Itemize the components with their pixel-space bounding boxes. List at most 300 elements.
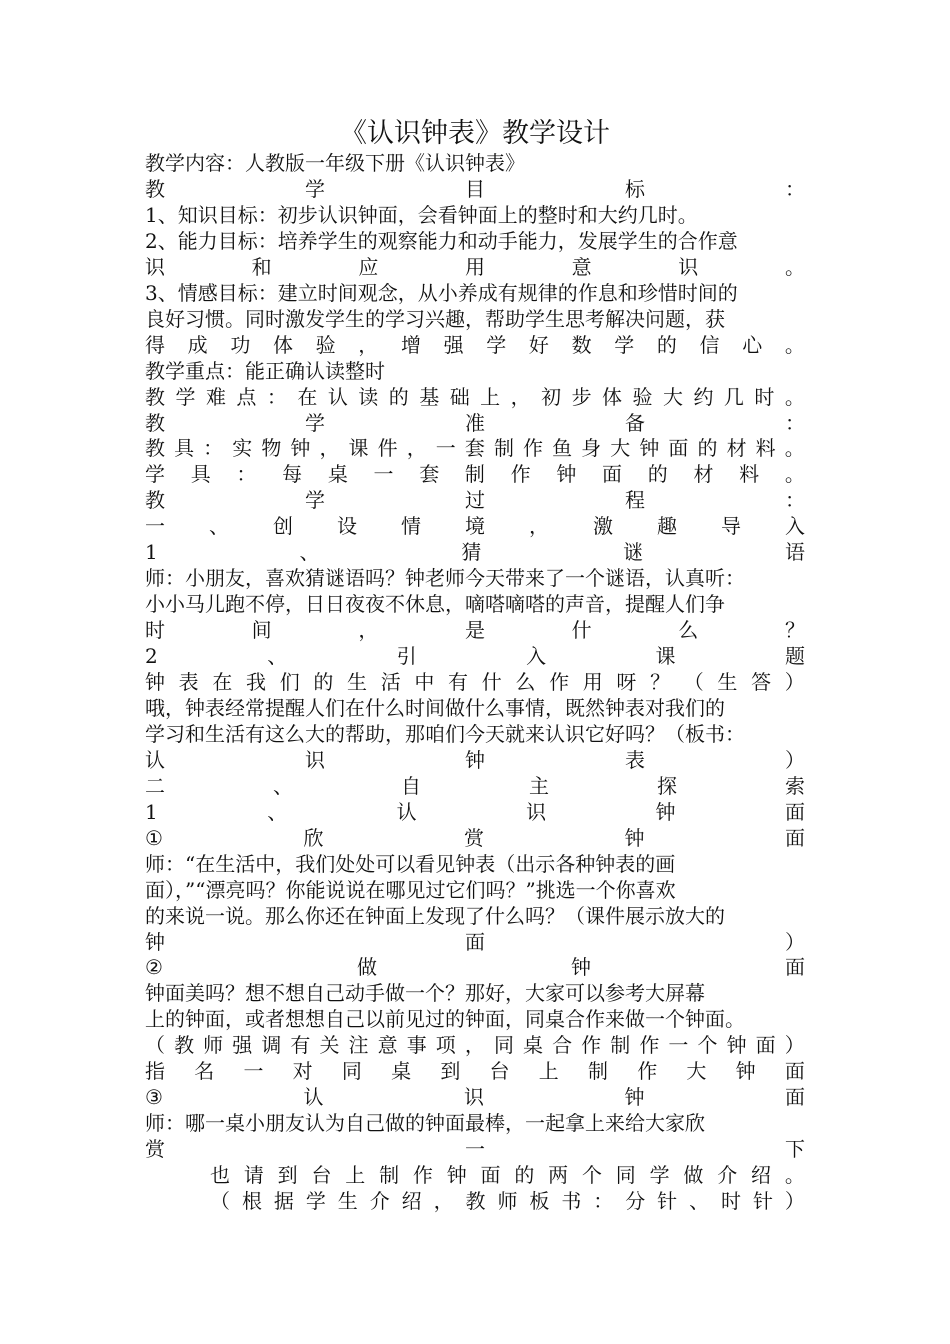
justified-char: 根 bbox=[241, 1189, 262, 1213]
justified-char: 两 bbox=[548, 1163, 569, 1188]
justified-char: 作 bbox=[412, 1163, 433, 1188]
justified-char: 、 bbox=[267, 799, 288, 824]
justified-char: 认 bbox=[327, 384, 348, 409]
justified-char: 的 bbox=[656, 332, 677, 357]
justified-char: 学 bbox=[305, 1189, 326, 1213]
justified-char: 面 bbox=[784, 1059, 805, 1084]
justified-char: 也 bbox=[210, 1163, 230, 1188]
justified-char: 针 bbox=[752, 1189, 773, 1213]
justified-char: 有 bbox=[448, 670, 469, 694]
justified-char: 作 bbox=[637, 1059, 658, 1084]
justified-char: 境 bbox=[465, 514, 485, 539]
justified-char: 表 bbox=[625, 747, 645, 772]
justified-char: 上 bbox=[345, 1163, 366, 1188]
justified-char: 物 bbox=[261, 436, 282, 461]
justified-char: 面 bbox=[785, 1085, 805, 1110]
justified-char: 教 bbox=[465, 1189, 486, 1213]
justified-char: 基 bbox=[419, 384, 440, 409]
text-line bbox=[145, 1084, 805, 1110]
justified-char: 步 bbox=[571, 384, 592, 409]
justified-char: 钟 bbox=[145, 670, 165, 694]
text-line bbox=[145, 254, 805, 280]
justified-char: ， bbox=[319, 436, 340, 461]
justified-char: 时 bbox=[754, 384, 775, 409]
justified-char: 具 bbox=[190, 462, 211, 487]
justified-char: 答 bbox=[751, 670, 772, 694]
justified-char: ③ bbox=[145, 1085, 163, 1110]
text-line: 学习和生活有这么大的帮助，那咱们今天就来认识它好吗？（板书： bbox=[145, 721, 745, 746]
justified-char: 和 bbox=[251, 254, 272, 279]
justified-char: 的 bbox=[697, 436, 718, 461]
justified-char: ） bbox=[785, 929, 805, 954]
justified-char: 在 bbox=[297, 384, 318, 409]
justified-char: 教 bbox=[145, 410, 165, 435]
justified-char: ） bbox=[784, 1189, 805, 1213]
justified-char: 一 bbox=[243, 1059, 264, 1084]
justified-char: 验 bbox=[632, 384, 653, 409]
justified-char: ， bbox=[406, 436, 427, 461]
justified-char: 一 bbox=[465, 1137, 485, 1162]
justified-char: 谜 bbox=[623, 540, 644, 565]
justified-char: 做 bbox=[683, 1163, 704, 1188]
justified-char: 的 bbox=[647, 462, 668, 487]
justified-char: 意 bbox=[377, 1033, 398, 1058]
justified-char: ） bbox=[785, 747, 805, 772]
text-line bbox=[145, 1032, 805, 1058]
justified-char: （ bbox=[145, 1033, 165, 1058]
justified-char: 一 bbox=[145, 514, 165, 539]
justified-char: 面 bbox=[465, 929, 485, 954]
justified-char: 面 bbox=[480, 1163, 501, 1188]
justified-char: 套 bbox=[464, 436, 485, 461]
justified-char: 识 bbox=[526, 799, 547, 824]
justified-char: 项 bbox=[435, 1033, 456, 1058]
justified-char: 点 bbox=[236, 384, 257, 409]
justified-char: 学 bbox=[175, 384, 196, 409]
text-line bbox=[145, 669, 805, 695]
justified-char: 的 bbox=[514, 1163, 535, 1188]
justified-char: 钟 bbox=[735, 1059, 756, 1084]
justified-char: 料 bbox=[755, 436, 776, 461]
text-line: 钟面美吗？想不想自己动手做一个？那好，大家可以参考大屏幕 bbox=[145, 981, 705, 1006]
justified-char: 到 bbox=[277, 1163, 298, 1188]
justified-char: 、 bbox=[273, 773, 293, 798]
justified-char: 体 bbox=[602, 384, 623, 409]
justified-char: 猜 bbox=[461, 540, 482, 565]
justified-char: 面 bbox=[668, 436, 689, 461]
justified-char: 台 bbox=[489, 1059, 510, 1084]
justified-char: 强 bbox=[232, 1033, 253, 1058]
text-line bbox=[145, 435, 805, 461]
text-line bbox=[145, 461, 805, 487]
justified-char: 的 bbox=[313, 670, 334, 694]
justified-char: ， bbox=[529, 514, 549, 539]
justified-char: 目 bbox=[465, 176, 485, 201]
justified-char: 备 bbox=[625, 410, 645, 435]
justified-char: 作 bbox=[581, 1033, 602, 1058]
text-line: 良好习惯。同时激发学生的学习兴趣，帮助学生思考解决问题，获 bbox=[145, 306, 725, 331]
justified-char: 。 bbox=[784, 254, 805, 279]
justified-char: 设 bbox=[337, 514, 357, 539]
justified-char: ： bbox=[203, 436, 224, 461]
text-line bbox=[145, 487, 805, 513]
justified-char: 。 bbox=[784, 384, 805, 409]
justified-char: 对 bbox=[292, 1059, 313, 1084]
justified-char: 教 bbox=[145, 488, 165, 513]
justified-char: 作 bbox=[549, 670, 570, 694]
justified-char: 调 bbox=[261, 1033, 282, 1058]
justified-char: 学 bbox=[614, 332, 635, 357]
justified-char: ， bbox=[358, 332, 379, 357]
justified-char: 作 bbox=[639, 1033, 660, 1058]
justified-char: 指 bbox=[145, 1059, 165, 1084]
justified-char: ： bbox=[593, 1189, 614, 1213]
justified-char: ？ bbox=[784, 618, 805, 643]
justified-char: 数 bbox=[571, 332, 592, 357]
justified-char: 鱼 bbox=[552, 436, 573, 461]
justified-char: 学 bbox=[305, 488, 325, 513]
justified-char: ？ bbox=[650, 670, 671, 694]
justified-char: 创 bbox=[273, 514, 293, 539]
justified-char: 验 bbox=[315, 332, 336, 357]
justified-char: 绍 bbox=[401, 1189, 422, 1213]
justified-char: ） bbox=[784, 1033, 805, 1058]
justified-char: 分 bbox=[625, 1189, 646, 1213]
text-line bbox=[210, 1162, 805, 1188]
justified-char: 题 bbox=[785, 644, 805, 669]
justified-char: 认 bbox=[303, 1085, 324, 1110]
justified-char: 下 bbox=[785, 1137, 805, 1162]
justified-char: 在 bbox=[212, 670, 233, 694]
justified-char: 成 bbox=[187, 332, 208, 357]
text-line bbox=[145, 384, 805, 410]
justified-char: 自 bbox=[401, 773, 421, 798]
justified-char: 赏 bbox=[463, 825, 484, 850]
text-line bbox=[145, 747, 805, 773]
justified-char: ： bbox=[266, 384, 287, 409]
justified-char: 做 bbox=[356, 955, 377, 980]
justified-char: 2 bbox=[145, 644, 158, 669]
text-line: 面），”“漂亮吗？你能说说在哪见过它们吗？”挑选一个你喜欢 bbox=[145, 877, 676, 902]
justified-char: 制 bbox=[379, 1163, 400, 1188]
justified-char: ： bbox=[785, 176, 805, 201]
text-line: 1、知识目标：初步认识钟面，会看钟面上的整时和大约几时。 bbox=[145, 202, 698, 227]
justified-char: 制 bbox=[493, 436, 514, 461]
justified-char: 标 bbox=[625, 176, 645, 201]
justified-char: 生 bbox=[717, 670, 738, 694]
justified-char: 作 bbox=[523, 436, 544, 461]
justified-char: 难 bbox=[205, 384, 226, 409]
justified-char: 有 bbox=[290, 1033, 311, 1058]
justified-char: 用 bbox=[582, 670, 603, 694]
justified-char: 关 bbox=[319, 1033, 340, 1058]
justified-char: 呀 bbox=[616, 670, 637, 694]
justified-char: 学 bbox=[145, 462, 165, 487]
justified-char: （ bbox=[210, 1189, 230, 1213]
justified-char: 绍 bbox=[751, 1163, 771, 1188]
justified-char: 、 bbox=[209, 514, 229, 539]
justified-char: 增 bbox=[400, 332, 421, 357]
justified-char: ： bbox=[785, 410, 805, 435]
justified-char: 生 bbox=[337, 1189, 358, 1213]
justified-char: 的 bbox=[388, 384, 409, 409]
justified-char: 心 bbox=[742, 332, 763, 357]
justified-char: 强 bbox=[443, 332, 464, 357]
justified-char: 认 bbox=[396, 799, 417, 824]
justified-char: 入 bbox=[526, 644, 547, 669]
text-line bbox=[145, 929, 805, 955]
justified-char: 每 bbox=[282, 462, 303, 487]
justified-char: 导 bbox=[721, 514, 741, 539]
text-line: 师：小朋友，喜欢猜谜语吗？钟老师今天带来了一个谜语，认真听： bbox=[145, 566, 745, 591]
justified-char: 我 bbox=[246, 670, 267, 694]
justified-char: 教 bbox=[145, 384, 165, 409]
justified-char: 读 bbox=[358, 384, 379, 409]
justified-char: 准 bbox=[465, 410, 485, 435]
text-line: 小小马儿跑不停，日日夜夜不休息，嘀嗒嘀嗒的声音，提醒人们争 bbox=[145, 592, 725, 617]
justified-char: 材 bbox=[726, 436, 747, 461]
justified-char: 事 bbox=[406, 1033, 427, 1058]
justified-char: ： bbox=[785, 488, 805, 513]
justified-char: 主 bbox=[529, 773, 549, 798]
justified-char: 同 bbox=[615, 1163, 636, 1188]
justified-char: 到 bbox=[440, 1059, 461, 1084]
text-line bbox=[145, 773, 805, 799]
justified-char: ， bbox=[510, 384, 531, 409]
justified-char: 师 bbox=[203, 1033, 224, 1058]
justified-char: 程 bbox=[625, 488, 645, 513]
justified-char: 赏 bbox=[145, 1137, 165, 1162]
justified-char: 桌 bbox=[391, 1059, 412, 1084]
justified-char: 钟 bbox=[145, 929, 165, 954]
justified-char: 初 bbox=[541, 384, 562, 409]
justified-char: 桌 bbox=[523, 1033, 544, 1058]
justified-char: 意 bbox=[571, 254, 592, 279]
justified-char: 础 bbox=[449, 384, 470, 409]
justified-char: 套 bbox=[419, 462, 440, 487]
justified-char: 面 bbox=[785, 825, 805, 850]
justified-char: 活 bbox=[380, 670, 401, 694]
text-line: 2、能力目标：培养学生的观察能力和动手能力，发展学生的合作意 bbox=[145, 228, 738, 253]
text-line bbox=[145, 643, 805, 669]
document-title: 《认识钟表》教学设计 bbox=[340, 118, 610, 149]
justified-char: 么 bbox=[678, 618, 699, 643]
text-line: 师：“在生活中，我们处处可以看见钟表（出示各种钟表的画 bbox=[145, 851, 676, 876]
justified-char: 面 bbox=[755, 1033, 776, 1058]
justified-char: 表 bbox=[178, 670, 199, 694]
justified-char: ， bbox=[358, 618, 379, 643]
justified-char: 面 bbox=[602, 462, 623, 487]
justified-char: 得 bbox=[145, 332, 165, 357]
justified-char: 据 bbox=[273, 1189, 294, 1213]
justified-char: 时 bbox=[721, 1189, 741, 1213]
justified-char: 材 bbox=[693, 462, 714, 487]
justified-char: 上 bbox=[480, 384, 501, 409]
justified-char: 什 bbox=[571, 618, 592, 643]
justified-char: 学 bbox=[486, 332, 507, 357]
justified-char: 、 bbox=[299, 540, 320, 565]
justified-char: 间 bbox=[251, 618, 272, 643]
justified-char: 面 bbox=[784, 955, 805, 980]
text-line bbox=[145, 1058, 805, 1084]
justified-char: 课 bbox=[348, 436, 369, 461]
justified-char: 认 bbox=[145, 747, 165, 772]
justified-char: 、 bbox=[267, 644, 288, 669]
justified-char: 名 bbox=[194, 1059, 215, 1084]
justified-char: 课 bbox=[655, 644, 676, 669]
justified-char: 探 bbox=[657, 773, 677, 798]
justified-char: 注 bbox=[348, 1033, 369, 1058]
justified-char: ， bbox=[433, 1189, 454, 1213]
justified-char: 过 bbox=[465, 488, 485, 513]
justified-char: 。 bbox=[784, 332, 805, 357]
justified-char: 大 bbox=[662, 384, 683, 409]
justified-char: 教 bbox=[174, 1033, 195, 1058]
justified-char: 钟 bbox=[570, 955, 591, 980]
justified-char: 趣 bbox=[657, 514, 677, 539]
text-line bbox=[145, 176, 805, 202]
justified-char: 大 bbox=[686, 1059, 707, 1084]
justified-char: 索 bbox=[785, 773, 805, 798]
text-line bbox=[210, 1188, 805, 1214]
justified-char: 学 bbox=[649, 1163, 670, 1188]
justified-char: 具 bbox=[174, 436, 195, 461]
text-line: 教学重点：能正确认读整时 bbox=[145, 358, 385, 383]
justified-char: 料 bbox=[739, 462, 760, 487]
text-line bbox=[145, 954, 805, 980]
justified-char: 是 bbox=[464, 618, 485, 643]
text-line bbox=[145, 799, 805, 825]
justified-char: 制 bbox=[587, 1059, 608, 1084]
justified-char: 一 bbox=[668, 1033, 689, 1058]
justified-char: ① bbox=[145, 825, 163, 850]
justified-char: 识 bbox=[145, 254, 165, 279]
justified-char: 上 bbox=[538, 1059, 559, 1084]
text-line bbox=[145, 539, 805, 565]
justified-char: 几 bbox=[723, 384, 744, 409]
text-line bbox=[145, 513, 805, 539]
justified-char: 面 bbox=[785, 799, 805, 824]
justified-char: 。 bbox=[784, 436, 805, 461]
justified-char: 书 bbox=[561, 1189, 582, 1213]
justified-char: （ bbox=[683, 670, 704, 694]
justified-char: 体 bbox=[272, 332, 293, 357]
justified-char: ： bbox=[236, 462, 257, 487]
justified-char: 约 bbox=[693, 384, 714, 409]
text-line: 上的钟面，或者想想自己以前见过的钟面，同桌合作来做一个钟面。 bbox=[145, 1007, 745, 1032]
justified-char: 识 bbox=[463, 1085, 484, 1110]
text-line: 哦，钟表经常提醒人们在什么时间做什么事情，既然钟表对我们的 bbox=[145, 695, 725, 720]
justified-char: 信 bbox=[699, 332, 720, 357]
text-line bbox=[145, 332, 805, 358]
justified-char: 识 bbox=[305, 747, 325, 772]
justified-char: 中 bbox=[414, 670, 435, 694]
justified-char: 欣 bbox=[303, 825, 324, 850]
justified-char: 同 bbox=[493, 1033, 514, 1058]
justified-char: 。 bbox=[784, 462, 805, 487]
justified-char: 件 bbox=[377, 436, 398, 461]
justified-char: 钟 bbox=[290, 436, 311, 461]
justified-char: 针 bbox=[657, 1189, 678, 1213]
justified-char: 们 bbox=[279, 670, 300, 694]
justified-char: 用 bbox=[464, 254, 485, 279]
justified-char: 引 bbox=[396, 644, 417, 669]
justified-char: 师 bbox=[497, 1189, 518, 1213]
justified-char: 1 bbox=[145, 799, 158, 824]
justified-char: 台 bbox=[311, 1163, 332, 1188]
justified-char: 钟 bbox=[556, 462, 577, 487]
justified-char: 钟 bbox=[655, 799, 676, 824]
justified-char: 请 bbox=[243, 1163, 264, 1188]
justified-char: 教 bbox=[145, 176, 165, 201]
text-line: 的来说一说。那么你还在钟面上发现了什么吗？（课件展示放大的 bbox=[145, 903, 725, 928]
text-line bbox=[145, 825, 805, 851]
justified-char: 一 bbox=[373, 462, 394, 487]
justified-char: 个 bbox=[697, 1033, 718, 1058]
justified-char: ， bbox=[464, 1033, 485, 1058]
justified-char: 制 bbox=[464, 462, 485, 487]
justified-char: 入 bbox=[785, 514, 805, 539]
justified-char: 应 bbox=[358, 254, 379, 279]
justified-char: 钟 bbox=[624, 825, 645, 850]
justified-char: 板 bbox=[529, 1189, 550, 1213]
justified-char: 同 bbox=[341, 1059, 362, 1084]
justified-char: 学 bbox=[305, 176, 325, 201]
text-line bbox=[145, 1136, 805, 1162]
justified-char: 教 bbox=[145, 436, 165, 461]
justified-char: 激 bbox=[593, 514, 613, 539]
justified-char: 什 bbox=[481, 670, 502, 694]
justified-char: 钟 bbox=[446, 1163, 467, 1188]
text-line: 教学内容：人教版一年级下册《认识钟表》 bbox=[145, 151, 525, 175]
text-line bbox=[145, 410, 805, 436]
justified-char: ） bbox=[784, 670, 805, 694]
justified-char: 、 bbox=[689, 1189, 710, 1213]
text-line: 师：哪一桌小朋友认为自己做的钟面最棒，一起拿上来给大家欣 bbox=[145, 1111, 705, 1136]
justified-char: 制 bbox=[610, 1033, 631, 1058]
text-line bbox=[145, 617, 805, 643]
justified-char: 语 bbox=[784, 540, 805, 565]
justified-char: 介 bbox=[717, 1163, 738, 1188]
justified-char: 功 bbox=[230, 332, 251, 357]
text-line: 3、情感目标：建立时间观念，从小养成有规律的作息和珍惜时间的 bbox=[145, 280, 738, 305]
justified-char: 身 bbox=[581, 436, 602, 461]
justified-char: 识 bbox=[678, 254, 699, 279]
justified-char: 个 bbox=[581, 1163, 602, 1188]
justified-char: 好 bbox=[528, 332, 549, 357]
justified-char: 时 bbox=[145, 618, 165, 643]
justified-char: 合 bbox=[552, 1033, 573, 1058]
justified-char: 1 bbox=[145, 540, 158, 565]
justified-char: 钟 bbox=[624, 1085, 645, 1110]
justified-char: 钟 bbox=[726, 1033, 747, 1058]
justified-char: ② bbox=[145, 955, 163, 980]
justified-char: 作 bbox=[510, 462, 531, 487]
justified-char: 么 bbox=[515, 670, 536, 694]
justified-char: 一 bbox=[435, 436, 456, 461]
justified-char: 介 bbox=[369, 1189, 390, 1213]
justified-char: 实 bbox=[232, 436, 253, 461]
justified-char: 桌 bbox=[327, 462, 348, 487]
justified-char: 二 bbox=[145, 773, 165, 798]
justified-char: 钟 bbox=[465, 747, 485, 772]
justified-char: 大 bbox=[610, 436, 631, 461]
justified-char: 。 bbox=[784, 1163, 805, 1188]
justified-char: 情 bbox=[401, 514, 421, 539]
justified-char: 生 bbox=[347, 670, 368, 694]
justified-char: 学 bbox=[305, 410, 325, 435]
justified-char: 钟 bbox=[639, 436, 660, 461]
